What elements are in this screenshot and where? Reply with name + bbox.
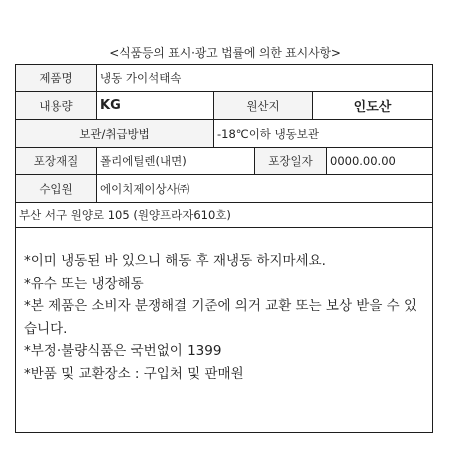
notes-section: [16, 228, 432, 385]
pack-date-label: 포장일자: [254, 148, 326, 174]
note-line: *유수 또는 냉장해동: [24, 275, 144, 292]
row-product-name: [16, 65, 432, 92]
packaging-value: 폴리에틸렌(내면): [96, 148, 254, 174]
food-label-table: [15, 64, 433, 433]
note-line: *반품 및 교환장소 : 구입처 및 판매원: [24, 365, 244, 382]
product-name-value: 냉동 가이석태속: [96, 65, 432, 91]
storage-value: -18℃이하 냉동보관: [213, 120, 432, 147]
origin-value: 인도산: [312, 92, 432, 119]
address-value: 부산 서구 원양로 105 (원양프라자610호): [19, 208, 231, 222]
note-line: *이미 냉동된 바 있으니 해동 후 재냉동 하지마세요.: [24, 253, 326, 269]
row-capacity-origin: [16, 92, 432, 120]
origin-label: 원산지: [213, 92, 312, 119]
row-importer: [16, 175, 432, 203]
product-name-label: 제품명: [16, 65, 96, 91]
label-heading: <식품등의 표시·광고 법률에 의한 표시사항>: [109, 46, 341, 60]
pack-date-value: 0000.00.00: [326, 148, 432, 174]
storage-label: 보관/취급방법: [16, 120, 213, 147]
packaging-label: 포장재질: [16, 148, 96, 174]
capacity-label: 내용량: [16, 92, 96, 119]
note-line: *본 제품은 소비자 분쟁해결 기준에 의거 교환 또는 보상 받을 수 있습니다.: [24, 298, 418, 337]
note-line: *부정·불량식품은 국번없이 1399: [24, 343, 222, 359]
importer-label: 수입원: [16, 175, 96, 202]
capacity-value: KG: [96, 92, 213, 119]
importer-value: 에이치제이상사㈜: [96, 175, 432, 202]
row-address: [16, 203, 432, 228]
row-packaging: [16, 148, 432, 175]
label-grid: [16, 65, 432, 228]
row-storage: [16, 120, 432, 148]
